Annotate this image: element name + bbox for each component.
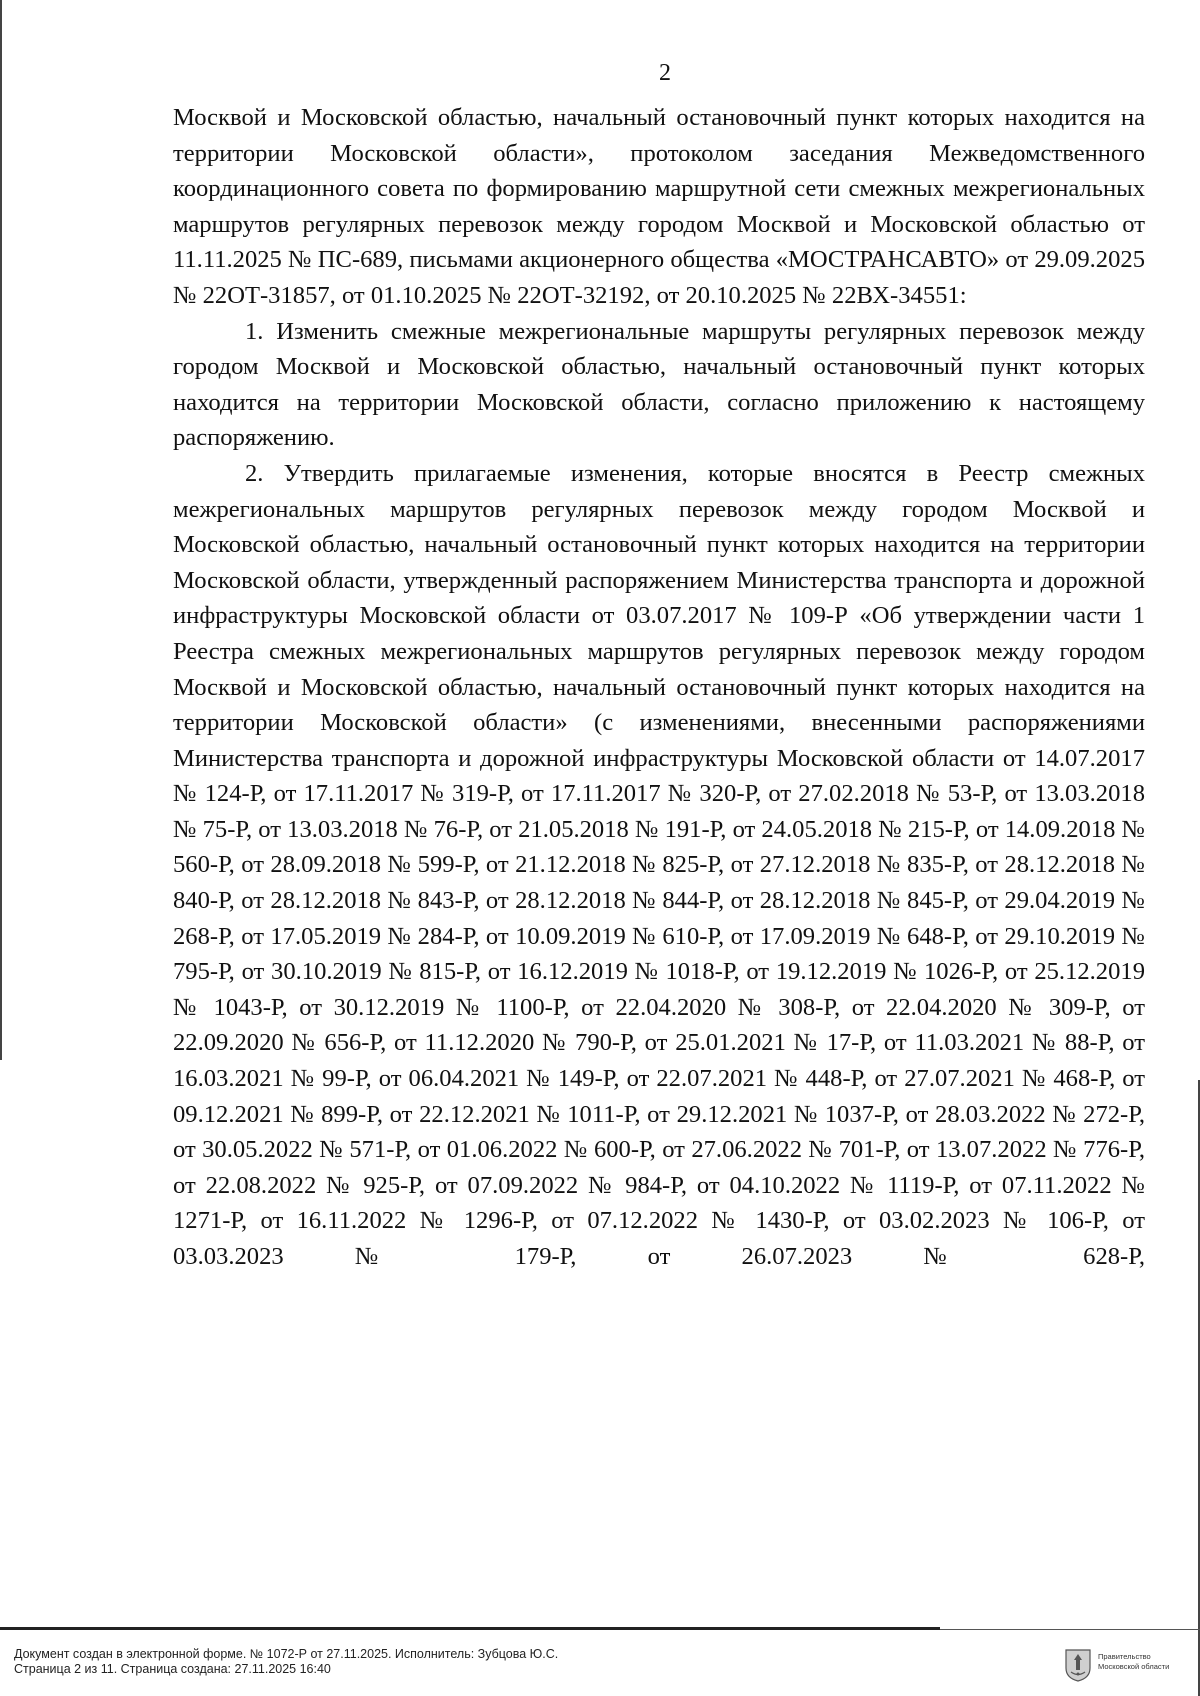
footer-document-info: Документ создан в электронной форме. № 1072-Р от 27.11.2025. Исполнитель: Зубцова Ю.С.	[14, 1647, 559, 1661]
paragraph-intro-continuation: Москвой и Московской областью, начальный остановочный пункт которых находится на территории Московской области», протоколом заседания Межведомственного координационного совета по формированию маршрутной сети смежных межрегиональных маршрутов регулярных перевозок между городом Москвой и Московской областью от 11.11.2025 № ПС-689, письмами акционерного общества «МОСТРАНСАВТО» от 29.09.2025 № 22ОТ-31857, от 01.10.2025 № 22ОТ-32192, от 20.10.2025 № 22ВХ-34551:	[173, 104, 1145, 309]
footer-divider-thin	[940, 1629, 1200, 1630]
government-label-line1: Правительство	[1098, 1652, 1151, 1661]
paragraph-item-2: 2. Утвердить прилагаемые изменения, которые вносятся в Реестр смежных межрегиональных маршрутов регулярных перевозок между городом Москвой и Московской областью, начальный остановочный пункт которых находится на территории Московской области, утвержденный распоряжением Министерства транспорта и дорожной инфраструктуры Московской области от 03.07.2017 № 109-Р «Об утверждении части 1 Реестра смежных межрегиональных маршрутов регулярных перевозок между городом Москвой и Московской областью, начальный остановочный пункт которых находится на территории Московской области» (с изменениями, внесенными распоряжениями Министерства транспорта и дорожной инфраструктуры Московской области от 14.07.2017 № 124-Р, от 17.11.2017 № 319-Р, от 17.11.2017 № 320-Р, от 27.02.2018 № 53-Р, от 13.03.2018 № 75-Р, от 13.03.2018 № 76-Р, от 21.05.2018 № 191-Р, от 24.05.2018 № 215-Р, от 14.09.2018 № 560-Р, от 28.09.2018 № 599-Р, от 21.12.2018 № 825-Р, от 27.12.2018 № 835-Р, от 28.12.2018 № 840-Р, от 28.12.2018 № 843-Р, от 28.12.2018 № 844-Р, от 28.12.2018 № 845-Р, от 29.04.2019 № 268-Р, от 17.05.2019 № 284-Р, от 10.09.2019 № 610-Р, от 17.09.2019 № 648-Р, от 29.10.2019 № 795-Р, от 30.10.2019 № 815-Р, от 16.12.2019 № 1018-Р, от 19.12.2019 № 1026-Р, от 25.12.2019 № 1043-Р, от 30.12.2019 № 1100-Р, от 22.04.2020 № 308-Р, от 22.04.2020 № 309-Р, от 22.09.2020 № 656-Р, от 11.12.2020 № 790-Р, от 25.01.2021 № 17-Р, от 11.03.2021 № 88-Р, от 16.03.2021 № 99-Р, от 06.04.2021 № 149-Р, от 22.07.2021 № 448-Р, от 27.07.2021 № 468-Р, от 09.12.2021 № 899-Р, от 22.12.2021 № 1011-Р, от 29.12.2021 № 1037-Р, от 28.03.2022 № 272-Р, от 30.05.2022 № 571-Р, от 01.06.2022 № 600-Р, от 27.06.2022 № 701-Р, от 13.07.2022 № 776-Р, от 22.08.2022 № 925-Р, от 07.09.2022 № 984-Р, от 04.10.2022 № 1119-Р, от 07.11.2022 № 1271-Р, от 16.11.2022 № 1296-Р, от 07.12.2022 № 1430-Р, от 03.02.2023 № 106-Р, от 03.03.2023 № 179-Р, от 26.07.2023 № 628-Р,	[173, 459, 1146, 1270]
footer-divider	[0, 1627, 940, 1630]
government-label-line2: Московской области	[1098, 1662, 1170, 1671]
government-label	[1098, 1652, 1188, 1672]
page-number: 2	[659, 60, 671, 86]
document-body	[173, 100, 1145, 1275]
scan-left-edge	[0, 0, 2, 1060]
paragraph-item-1: 1. Изменить смежные межрегиональные маршруты регулярных перевозок между городом Москвой и Московской областью, начальный остановочный пункт которых находится на территории Московской области, согласно приложению к настоящему распоряжению.	[173, 317, 1145, 452]
footer-page-info: Страница 2 из 11. Страница создана: 27.11.2025 16:40	[14, 1662, 331, 1676]
coat-of-arms-icon	[1064, 1648, 1092, 1682]
document-footer	[14, 1647, 558, 1677]
